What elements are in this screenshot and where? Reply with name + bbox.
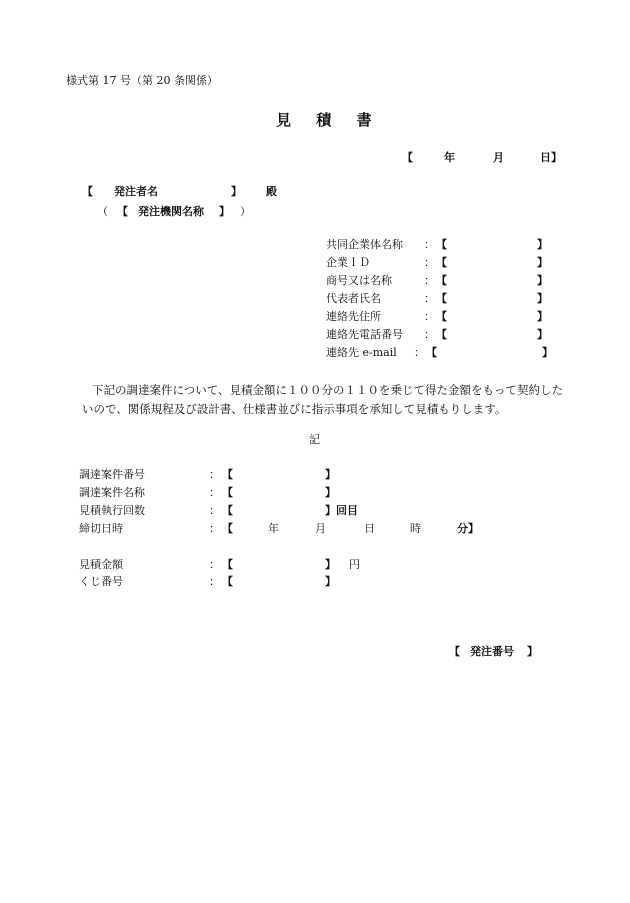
item-close-bracket: 】 xyxy=(325,558,336,571)
deadline-minute: 分】 xyxy=(457,522,479,535)
item-colon: ： xyxy=(209,522,220,535)
addressee-label: 発注者名 xyxy=(114,185,158,198)
sub-org-open-bracket: 【 xyxy=(117,205,128,218)
order-number-close-bracket: 】 xyxy=(527,645,538,658)
item-open-bracket: 【 xyxy=(222,504,233,517)
item-label-amount: 見積金額 xyxy=(79,558,123,571)
addressee-close-bracket: 】 xyxy=(231,185,242,198)
respondent-label-address: 連絡先住所 xyxy=(326,310,381,323)
item-close-bracket-round: 】回目 xyxy=(325,504,358,517)
respondent-close-bracket: 】 xyxy=(537,292,548,305)
item-close-bracket: 】 xyxy=(325,468,336,481)
respondent-colon: ： xyxy=(424,310,435,323)
order-number-label: 発注番号 xyxy=(470,645,514,658)
respondent-label-email: 連絡先 e-mail xyxy=(326,346,397,359)
respondent-label-company-id: 企業ＩＤ xyxy=(326,256,370,269)
item-close-bracket: 】 xyxy=(325,486,336,499)
item-open-bracket: 【 xyxy=(222,468,233,481)
sub-org-label: 発注機関名称 xyxy=(138,205,204,218)
respondent-close-bracket: 】 xyxy=(542,346,553,359)
deadline-year: 年 xyxy=(268,522,279,535)
form-number: 様式第 17 号（第 20 条関係） xyxy=(66,74,218,87)
respondent-close-bracket: 】 xyxy=(537,328,548,341)
item-label-deadline: 締切日時 xyxy=(79,522,123,535)
order-number-open-bracket: 【 xyxy=(449,645,460,658)
respondent-label-trade-name: 商号又は名称 xyxy=(326,274,392,287)
sub-org-paren-open: （ xyxy=(97,205,108,218)
date-day: 日】 xyxy=(540,151,562,164)
item-colon: ： xyxy=(209,468,220,481)
item-open-bracket: 【 xyxy=(222,522,233,535)
item-colon: ： xyxy=(209,504,220,517)
respondent-colon: ： xyxy=(424,238,435,251)
document-title: 見 積 書 xyxy=(276,111,382,129)
respondent-open-bracket: 【 xyxy=(436,274,447,287)
body-paragraph-text: 下記の調達案件について、見積金額に１００分の１１０を乗じて得た金額をもって契約したいので、関係規程及び設計書、仕様書並びに指示事項を承知して見積もりします。 xyxy=(82,383,564,416)
respondent-colon: ： xyxy=(424,292,435,305)
respondent-open-bracket: 【 xyxy=(436,328,447,341)
sub-org-paren-close: ） xyxy=(240,205,251,218)
respondent-open-bracket: 【 xyxy=(436,310,447,323)
deadline-hour: 時 xyxy=(410,522,421,535)
item-open-bracket: 【 xyxy=(222,575,233,588)
item-colon: ： xyxy=(209,486,220,499)
item-label-case-name: 調達案件名称 xyxy=(79,486,145,499)
respondent-colon: ： xyxy=(424,328,435,341)
item-label-case-number: 調達案件番号 xyxy=(79,468,145,481)
addressee-honorific: 殿 xyxy=(266,185,277,198)
deadline-month: 月 xyxy=(315,522,326,535)
addressee-open-bracket: 【 xyxy=(82,185,93,198)
item-colon: ： xyxy=(209,575,220,588)
respondent-open-bracket: 【 xyxy=(436,292,447,305)
item-label-lottery-number: くじ番号 xyxy=(79,575,123,588)
respondent-open-bracket: 【 xyxy=(436,238,447,251)
respondent-label-phone: 連絡先電話番号 xyxy=(326,328,403,341)
item-close-bracket: 】 xyxy=(325,575,336,588)
respondent-close-bracket: 】 xyxy=(537,310,548,323)
item-open-bracket: 【 xyxy=(222,558,233,571)
item-colon: ： xyxy=(209,558,220,571)
body-paragraph xyxy=(82,381,572,419)
respondent-open-bracket: 【 xyxy=(436,256,447,269)
item-label-exec-count: 見積執行回数 xyxy=(79,504,145,517)
date-month: 月 xyxy=(493,151,504,164)
ki-heading: 記 xyxy=(309,433,320,446)
date-year: 年 xyxy=(444,151,455,164)
respondent-colon: ： xyxy=(424,256,435,269)
amount-unit: 円 xyxy=(349,558,360,571)
respondent-close-bracket: 】 xyxy=(537,238,548,251)
sub-org-close-bracket: 】 xyxy=(219,205,230,218)
date-open-bracket: 【 xyxy=(402,151,413,164)
deadline-day: 日 xyxy=(364,522,375,535)
respondent-colon: ： xyxy=(414,346,425,359)
respondent-close-bracket: 】 xyxy=(537,274,548,287)
item-open-bracket: 【 xyxy=(222,486,233,499)
respondent-open-bracket: 【 xyxy=(426,346,437,359)
respondent-label-jv-name: 共同企業体名称 xyxy=(326,238,403,251)
respondent-close-bracket: 】 xyxy=(537,256,548,269)
respondent-label-representative: 代表者氏名 xyxy=(326,292,381,305)
respondent-colon: ： xyxy=(424,274,435,287)
